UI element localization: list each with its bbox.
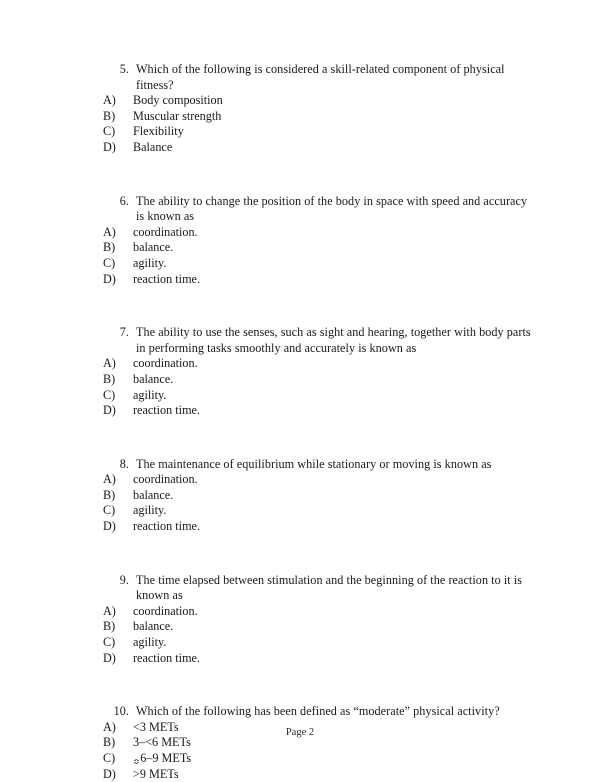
option-text: agility. — [133, 503, 167, 518]
option-letter: B) — [103, 240, 116, 255]
option-text: Flexibility — [133, 124, 184, 139]
question-block — [103, 457, 533, 535]
option-text: reaction time. — [133, 403, 201, 418]
option-text — [125, 751, 533, 767]
option-letter: D) — [103, 766, 116, 781]
option-letter: C) — [103, 751, 116, 765]
question-list — [103, 62, 533, 782]
option-item[interactable] — [103, 225, 533, 241]
option-text-value: 6–9 METs — [140, 751, 192, 765]
option-letter: D) — [103, 271, 116, 286]
option-text: balance. — [133, 371, 174, 386]
option-text: reaction time. — [133, 650, 201, 665]
option-letter: B) — [103, 487, 116, 502]
question-number: 8. — [119, 456, 129, 471]
option-text: balance. — [133, 487, 174, 502]
question-stem — [103, 457, 533, 473]
option-text: Muscular strength — [133, 108, 222, 123]
option-letter: B) — [103, 735, 116, 750]
question-block — [103, 573, 533, 667]
question-stem — [103, 704, 533, 720]
option-text: balance. — [133, 619, 174, 634]
option-item[interactable] — [103, 93, 533, 109]
option-item[interactable] — [103, 388, 533, 404]
question-text: The time elapsed between stimulation and the beginning of the reaction to it is known as — [136, 572, 523, 603]
option-item[interactable] — [103, 472, 533, 488]
option-item[interactable] — [103, 635, 533, 651]
option-item[interactable] — [103, 767, 533, 782]
option-text: agility. — [133, 255, 167, 270]
option-item[interactable] — [103, 124, 533, 140]
option-letter: D) — [103, 403, 116, 418]
question-text: Which of the following has been defined as “moderate” physical activity? — [136, 704, 500, 719]
scan-artifact-glyph: ≎ — [133, 757, 140, 766]
question-text: Which of the following is considered a skill-related component of physical fitness? — [136, 62, 505, 92]
option-text: >9 METs — [133, 766, 179, 781]
question-number: 6. — [119, 193, 129, 208]
option-list — [103, 472, 533, 534]
question-number: 7. — [119, 325, 129, 340]
option-letter: D) — [103, 139, 116, 154]
option-item[interactable] — [103, 519, 533, 535]
question-block — [103, 194, 533, 288]
option-letter: A) — [103, 719, 116, 734]
option-letter: A) — [103, 472, 116, 487]
question-stem — [103, 325, 533, 356]
question-stem — [103, 194, 533, 225]
option-text: agility. — [133, 635, 167, 650]
option-letter: C) — [103, 503, 116, 518]
option-letter: A) — [103, 93, 116, 108]
option-list — [103, 93, 533, 155]
option-text: 3–<6 METs — [133, 735, 191, 750]
option-item[interactable] — [103, 403, 533, 419]
option-letter: B) — [103, 108, 116, 123]
question-number: 10. — [113, 704, 129, 719]
option-item[interactable] — [103, 604, 533, 620]
option-item[interactable] — [103, 240, 533, 256]
option-item[interactable] — [103, 488, 533, 504]
question-stem — [103, 62, 533, 93]
option-text: <3 METs — [133, 719, 179, 734]
option-text: coordination. — [133, 356, 198, 371]
option-text: reaction time. — [133, 519, 201, 534]
option-letter: B) — [103, 619, 116, 634]
option-item[interactable] — [103, 372, 533, 388]
question-text: The ability to use the senses, such as sight and hearing, together with body parts in performing tasks smoothly and accurately is known as — [136, 325, 531, 355]
option-list — [103, 604, 533, 666]
option-letter: B) — [103, 371, 116, 386]
option-text: coordination. — [133, 224, 198, 239]
option-item[interactable] — [103, 751, 533, 767]
option-letter: C) — [103, 255, 116, 270]
option-text: reaction time. — [133, 271, 201, 286]
option-list — [103, 225, 533, 287]
option-letter: C) — [103, 635, 116, 650]
option-text: coordination. — [133, 472, 198, 487]
question-text: The ability to change the position of the body in space with speed and accuracy is known as — [136, 193, 528, 224]
option-letter: C) — [103, 124, 116, 139]
option-text: coordination. — [133, 603, 198, 618]
option-item[interactable] — [103, 356, 533, 372]
question-block — [103, 325, 533, 419]
question-block — [103, 62, 533, 156]
option-letter: D) — [103, 650, 116, 665]
option-item[interactable] — [103, 503, 533, 519]
question-number: 9. — [119, 572, 129, 587]
question-number: 5. — [119, 62, 129, 76]
option-letter: A) — [103, 356, 116, 371]
option-item[interactable] — [103, 272, 533, 288]
option-text: Balance — [133, 139, 173, 154]
question-block — [103, 704, 533, 782]
question-stem — [103, 573, 533, 604]
page-footer: Page 2 — [285, 727, 315, 738]
option-text: Body composition — [133, 93, 223, 108]
option-letter: A) — [103, 224, 116, 239]
question-text: The maintenance of equilibrium while stationary or moving is known as — [136, 456, 492, 471]
option-letter: C) — [103, 387, 116, 402]
option-item[interactable] — [103, 256, 533, 272]
option-letter: A) — [103, 603, 116, 618]
option-letter: D) — [103, 519, 116, 534]
option-item[interactable] — [103, 109, 533, 125]
option-text: balance. — [133, 240, 174, 255]
option-item[interactable] — [103, 619, 533, 635]
option-list — [103, 356, 533, 418]
option-item[interactable] — [103, 140, 533, 156]
option-item[interactable] — [103, 651, 533, 667]
option-text: agility. — [133, 387, 167, 402]
